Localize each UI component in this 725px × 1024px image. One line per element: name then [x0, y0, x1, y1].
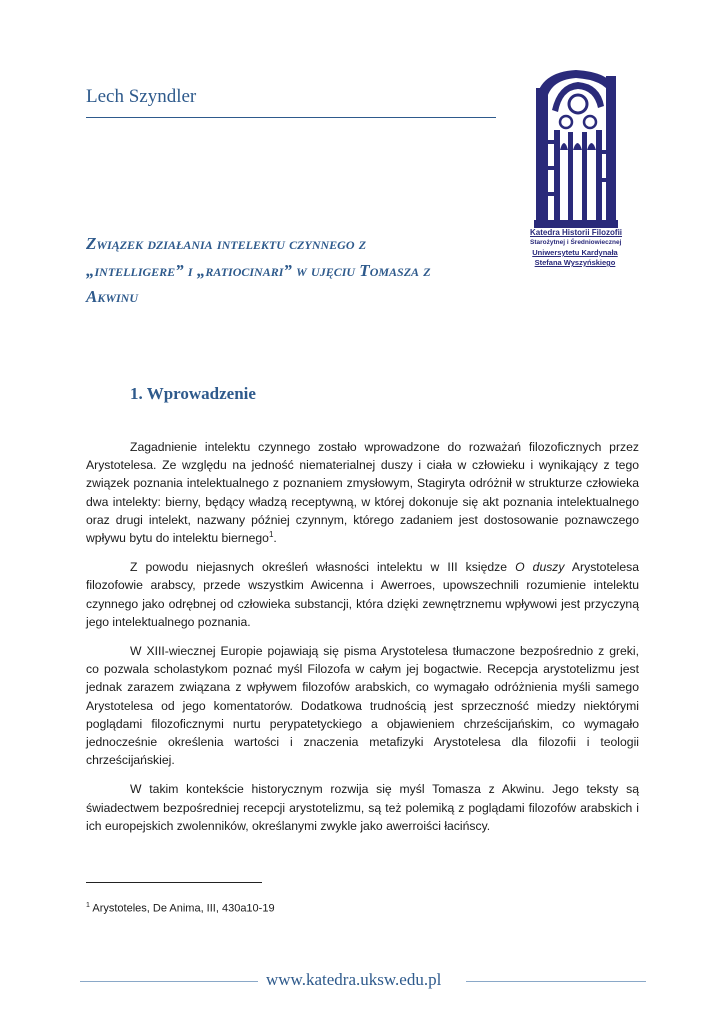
section-heading: 1. Wprowadzenie	[130, 384, 256, 403]
footnote-ref-1[interactable]: 1	[268, 529, 274, 539]
logo-line-2: Starożytnej i Średniowiecznej	[530, 239, 622, 246]
article-body	[86, 438, 639, 846]
paragraph-3: W XIII-wiecznej Europie pojawiają się pisma Arystotelesa tłumaczone bezpośrednio z greki, co pozwala scholastykom poznać myśl Filozofa w całym jej bogactwie. Recepcja arystotelizmu jest jednak zarazem związana z wpływem filozofów arabskich, co wymagało odróżnienia myśli samego Arystotelesa od jego komentatorów. Dodatkowa trudnością jest sprzeczność miedzy niektórymi poglądami filozoficznymi nurtu perypatetyckiego a objawieniem chrześcijańskim, co wymagało jednocześnie określenia wartości i znaczenia metafizyki Arystotelesa dla filozofii i teologii chrześcijańskiej.	[86, 644, 639, 768]
title-line-1: Związek działania intelektu czynnego z	[86, 234, 367, 253]
article-title	[86, 231, 486, 311]
author-name: Lech Szyndler	[86, 86, 197, 107]
footer-rule-left	[80, 981, 258, 982]
author-underline	[86, 117, 496, 118]
footer-rule-right	[466, 981, 646, 982]
footnote-text: Arystoteles, De Anima, III, 430a10-19	[89, 902, 275, 915]
department-logo	[530, 70, 623, 280]
logo-line-4: Stefana Wyszyńskiego	[534, 258, 616, 267]
footnote-separator	[86, 882, 262, 883]
logo-caption	[530, 228, 623, 268]
gothic-window-logo-icon	[530, 70, 620, 228]
paragraph-1	[86, 438, 639, 547]
paragraph-2-after: Arystotelesa filozofowie arabscy, przede wszystkim Awicenna i Awerroes, upowszechnili rozumienie intelektu czynnego jako odrębnej od człowieka substancji, która dzięki zewnętrznemu wpływowi jest przyczyną jego intelektualnego poznania.	[86, 560, 639, 629]
footer-url[interactable]: www.katedra.uksw.edu.pl	[266, 970, 442, 989]
paragraph-2	[86, 558, 639, 631]
footnote-number: 1	[86, 902, 90, 909]
paragraph-2-before: Z powodu niejasnych określeń własności intelektu w III księdze	[130, 560, 516, 575]
paragraph-1-end: .	[273, 531, 277, 546]
paragraph-1-text: Zagadnienie intelektu czynnego zostało wprowadzone do rozważań filozoficznych przez Arystotelesa. Ze względu na jedność niematerialnej duszy i ciała w człowieku i wynikający z tego związek poznania intelektualnego z poznaniem zmysłowym, Stagiryta odróżnił w strukturze człowieka dwa intelekty: bierny, będący władzą receptywną, w której dokonuje się akt poznania intelektualnego oraz drugi intelekt, nazwany później czynnym, którego zadaniem jest dostosowanie poznawczego wpływu bytu do intelektu biernego	[86, 440, 639, 546]
logo-line-1: Katedra Historii Filozofii	[530, 228, 623, 237]
logo-line-3: Uniwersytetu Kardynała	[532, 248, 618, 257]
title-line-3: Akwinu	[86, 287, 139, 306]
footnote	[86, 902, 275, 915]
paragraph-4: W takim kontekście historycznym rozwija się myśl Tomasza z Akwinu. Jego teksty są świadectwem bezpośredniej recepcji arystotelizmu, są też polemiką z poglądami filozofów arabskich i ich europejskich zwolenników, określanymi zwykle jako awerroiści łacińscy.	[86, 782, 639, 833]
book-title-italic: O duszy	[515, 560, 565, 575]
title-line-2: „intelligere” i „ratiocinari” w ujęciu Tomasza z	[86, 260, 431, 280]
